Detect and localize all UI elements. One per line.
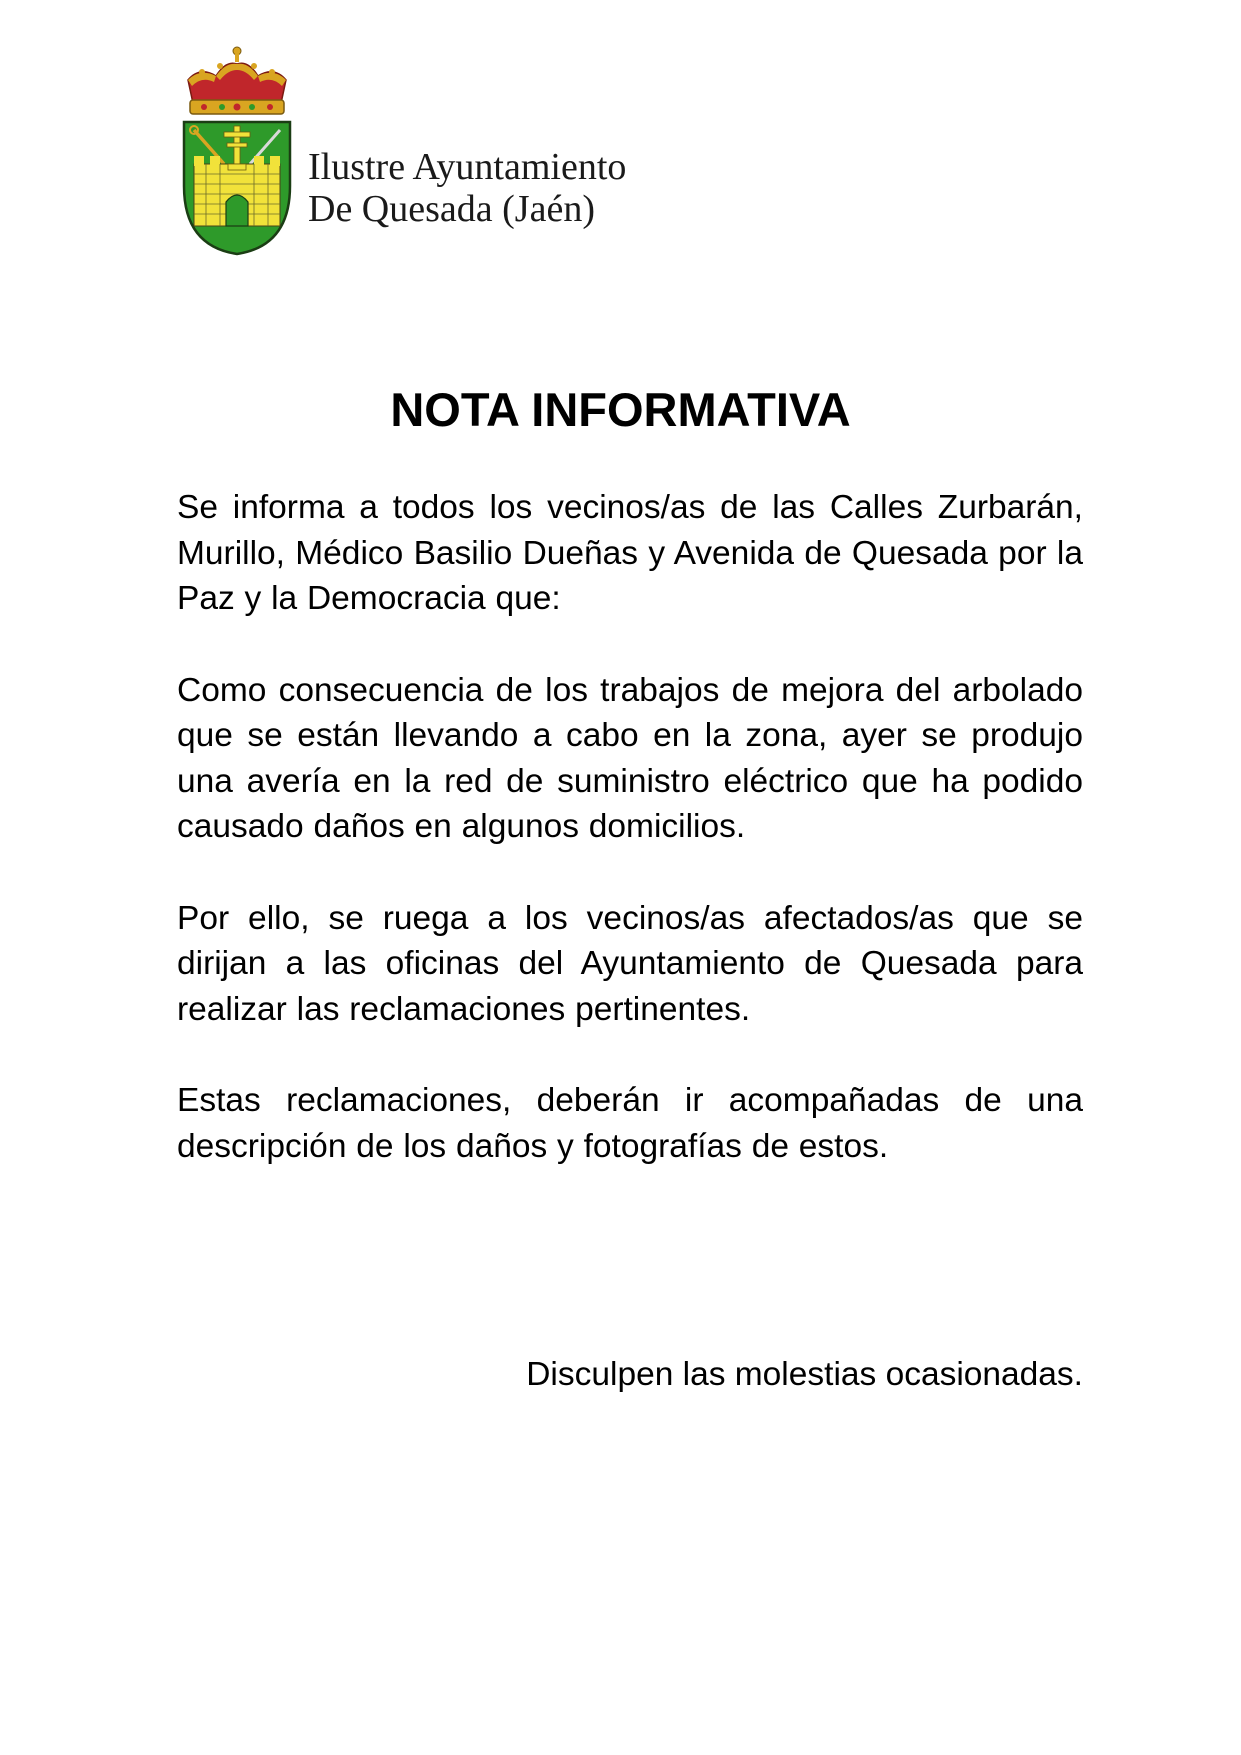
shield-icon	[184, 122, 290, 254]
organization-name-line1: Ilustre Ayuntamiento	[308, 146, 627, 188]
paragraph-intro: Se informa a todos los vecinos/as de las Calles Zurbarán, Murillo, Médico Basilio Dueñas y Avenida de Quesada por la Paz y la Democracia que:	[177, 489, 1083, 617]
paragraph-requirements: Estas reclamaciones, deberán ir acompañadas de una descripción de los daños y fotografías de estos.	[177, 1082, 1083, 1165]
document-title: NOTA INFORMATIVA	[390, 383, 851, 436]
closing-line: Disculpen las molestias ocasionadas.	[526, 1356, 1083, 1393]
organization-name-line2: De Quesada (Jaén)	[308, 188, 595, 230]
letterhead	[180, 46, 740, 256]
document-body	[177, 485, 1083, 1215]
coat-of-arms-icon	[180, 46, 294, 256]
paragraph-incident: Como consecuencia de los trabajos de mejora del arbolado que se están llevando a cabo en la zona, ayer se produjo una avería en la red de suministro eléctrico que ha podido causado daños en algunos domicilios.	[177, 671, 1083, 845]
paragraph-request: Por ello, se ruega a los vecinos/as afectados/as que se dirijan a las oficinas del Ayuntamiento de Quesada para realizar las reclamaciones pertinentes.	[177, 899, 1083, 1028]
crown-icon	[188, 47, 286, 114]
organization-name	[308, 146, 626, 230]
